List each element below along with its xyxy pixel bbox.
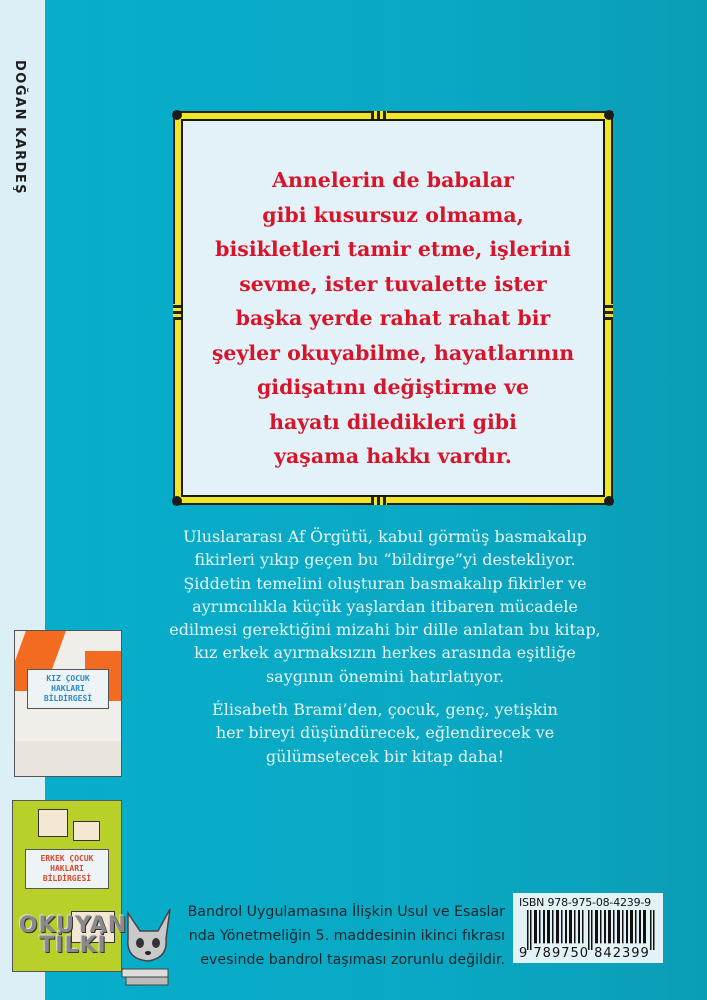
blurb-line: Uluslararası Af Örgütü, kabul görmüş basmakalıp xyxy=(183,527,587,546)
watermark-logo: OKUYAN TİLKİ xyxy=(18,913,128,958)
related-book-title: KIZ ÇOCUK HAKLARI BİLDİRGESİ xyxy=(27,669,109,709)
cover-art xyxy=(38,809,68,837)
quote-line: gidişatını değiştirme ve xyxy=(256,375,530,399)
frame-notch-icon xyxy=(173,304,181,320)
blurb-line: ayrımcılıkla küçük yaşlardan itibaren mücadele xyxy=(192,596,578,616)
blurb-line: saygının önemini hatırlatıyor. xyxy=(265,666,505,686)
frame-notch-icon xyxy=(605,304,613,320)
blurb-line: fikirleri yıkıp geçen bu “bildirge”yi destekliyor. xyxy=(194,550,576,570)
blurb-line: edilmesi gerektiğini mizahi bir dille anlatan bu kitap, xyxy=(169,620,601,640)
frame-notch-icon xyxy=(371,497,387,505)
quote-line: başka yerde rahat rahat bir xyxy=(235,306,551,330)
related-book-cover-kiz[interactable] xyxy=(14,630,122,777)
isbn-label: ISBN 978-975-08-4239-9 xyxy=(519,896,651,909)
quote-line: bisikletleri tamir etme, işlerini xyxy=(215,237,571,261)
blurb-line: gülümsetecek bir kitap daha! xyxy=(265,746,505,766)
blurb-paragraph-1 xyxy=(120,525,650,688)
legal-line: evesinde bandrol taşıması zorunlu değildir. xyxy=(200,952,505,968)
quote-line: hayatı diledikleri gibi xyxy=(269,409,517,434)
blurb-line: her bireyi düşündürecek, eğlendirecek ve xyxy=(215,723,555,743)
quote-line: gibi kusursuz olmama, xyxy=(262,202,524,227)
nail-icon xyxy=(172,496,182,506)
legal-line: nda Yönetmeliğin 5. maddesinin ikinci fıkrası xyxy=(188,928,505,944)
publisher-name: DOĞAN KARDEŞ xyxy=(12,60,27,196)
quote-line: yaşama hakkı vardır. xyxy=(274,444,512,468)
barcode-digits: 9 789750 842399 xyxy=(519,946,650,961)
legal-notice xyxy=(180,900,505,972)
blurb-line: Şiddetin temelini oluşturan basmakalıp fikirler ve xyxy=(183,573,587,593)
quote-line: Annelerin de babalar xyxy=(272,168,514,192)
blurb-line: Élisabeth Brami’den, çocuk, genç, yetişkin xyxy=(212,700,558,719)
nail-icon xyxy=(604,496,614,506)
cover-art xyxy=(73,821,100,841)
fox-mascot-icon xyxy=(118,903,178,993)
nail-icon xyxy=(604,110,614,120)
quote-text xyxy=(181,163,605,474)
quote-line: şeyler okuyabilme, hayatlarının xyxy=(211,340,575,365)
blurb-line: kız erkek ayırmaksızın herkes arasında eşitliğe xyxy=(194,643,576,663)
blurb-paragraph-2 xyxy=(120,698,650,768)
isbn-barcode xyxy=(513,893,663,963)
cover-art xyxy=(15,741,121,776)
frame-notch-icon xyxy=(371,111,387,119)
quote-line: sevme, ister tuvalette ister xyxy=(239,271,547,296)
nail-icon xyxy=(172,110,182,120)
barcode-icon xyxy=(527,910,655,950)
legal-line: Bandrol Uygulamasına İlişkin Usul ve Esaslar xyxy=(187,904,505,920)
quote-frame xyxy=(174,112,612,504)
related-book-title: ERKEK ÇOCUK HAKLARI BİLDİRGESİ xyxy=(25,849,109,889)
